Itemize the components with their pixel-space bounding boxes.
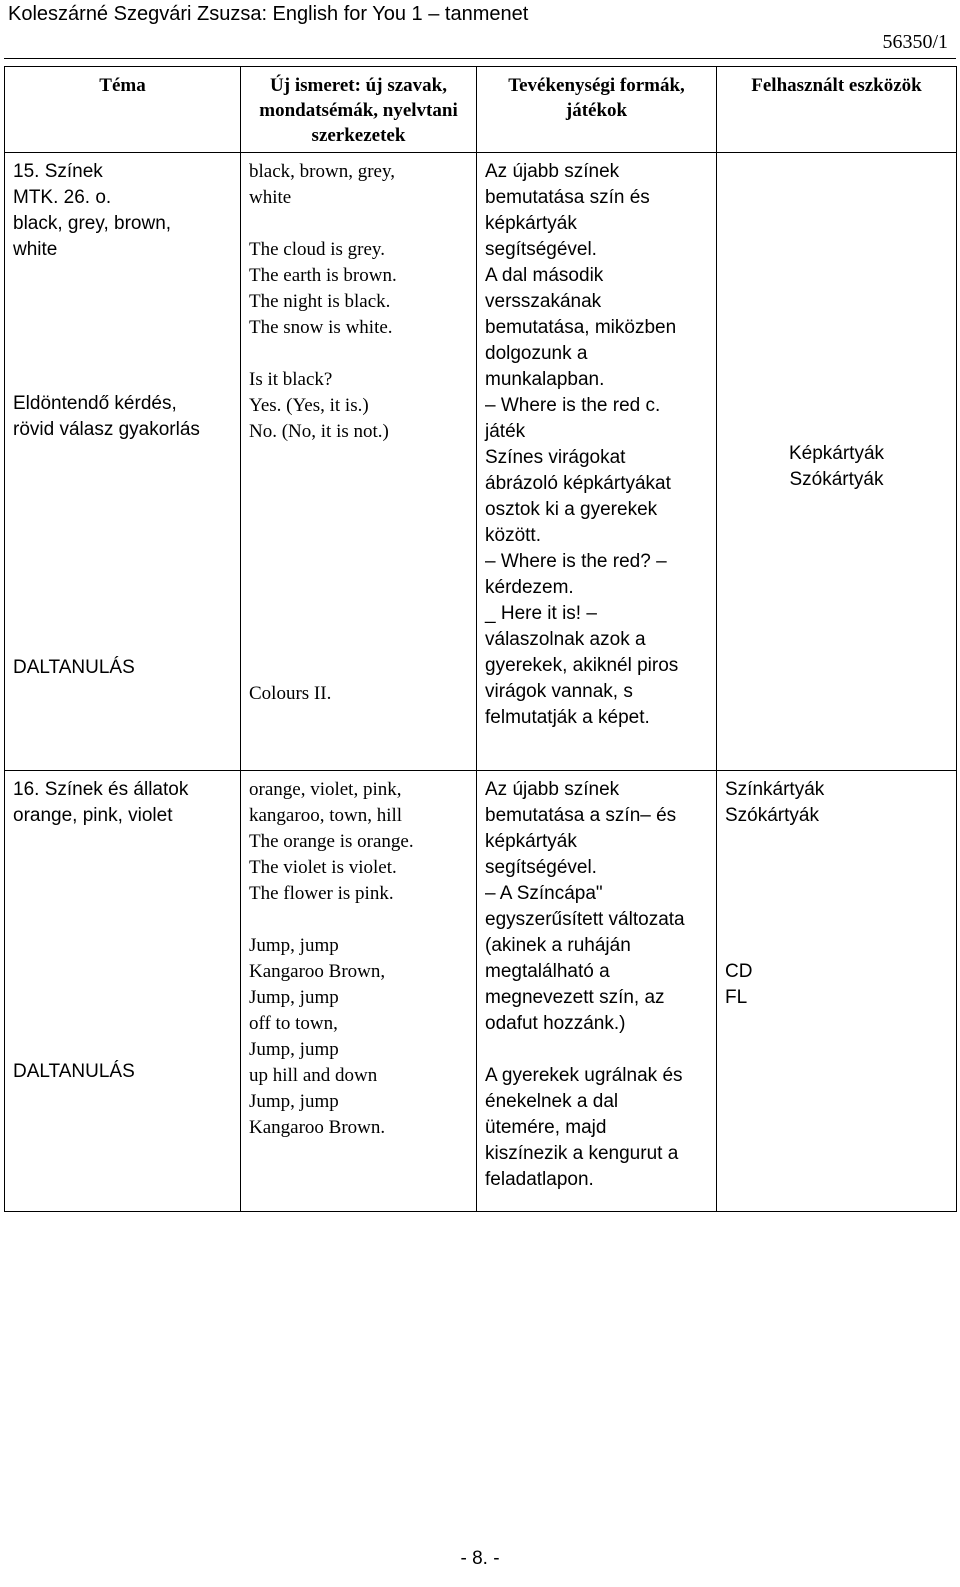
activity-line: segítségével.	[485, 857, 597, 878]
header-tools: Felhasznált eszközök	[717, 67, 957, 153]
activity-line: dolgozunk a	[485, 343, 588, 364]
topic-song-learning: DALTANULÁS	[13, 1061, 135, 1082]
topic-subtopic-line: Eldöntendő kérdés,	[13, 393, 177, 414]
document-code: 56350/1	[882, 31, 948, 53]
activity-line: virágok vannak, s	[485, 681, 633, 702]
sentence-line: The orange is orange.	[249, 831, 414, 852]
song-line: Kangaroo Brown.	[249, 1117, 386, 1138]
activity-line: között.	[485, 525, 541, 546]
activities-cell	[477, 153, 717, 771]
activity-line: gyerekek, akiknél piros	[485, 655, 679, 676]
table-header-row	[5, 67, 957, 153]
document-header-title: Koleszárné Szegvári Zsuzsa: English for You 1 – tanmenet	[8, 3, 529, 25]
topic-cell	[5, 771, 241, 1212]
activity-line: _ Here it is! –	[485, 603, 597, 624]
topic-subtopic-line: rövid válasz gyakorlás	[13, 419, 200, 440]
song-line: off to town,	[249, 1013, 338, 1034]
activity-line: válaszolnak azok a	[485, 629, 646, 650]
tool-item: Képkártyák	[788, 443, 885, 464]
tool-item: Színkártyák	[725, 779, 825, 800]
activities-cell	[477, 771, 717, 1212]
activity-line: Színes virágokat	[485, 447, 626, 468]
tool-item: FL	[725, 987, 748, 1008]
activity-line: osztok ki a gyerekek	[485, 499, 658, 520]
header-topic: Téma	[5, 67, 241, 153]
activity-line: bemutatása, miközben	[485, 317, 677, 338]
activity-line: énekelnek a dal	[485, 1091, 619, 1112]
activity-line: kérdezem.	[485, 577, 574, 598]
question-line: Is it black?	[249, 369, 333, 390]
activity-line: kiszínezik a kengurut a	[485, 1143, 679, 1164]
tool-item: Szókártyák	[789, 469, 884, 490]
tool-item: Szókártyák	[725, 805, 819, 826]
activity-line: Az újabb színek	[485, 161, 620, 182]
knowledge-cell	[241, 771, 477, 1212]
activity-line: munkalapban.	[485, 369, 605, 390]
topic-line: black, grey, brown,	[13, 213, 172, 234]
topic-cell	[5, 153, 241, 771]
sentence-line: The flower is pink.	[249, 883, 394, 904]
activity-line: – Where is the red? –	[485, 551, 667, 572]
activity-line: képkártyák	[485, 831, 577, 852]
activity-line: – Where is the red c.	[485, 395, 661, 416]
header-divider	[4, 58, 956, 59]
topic-line: 16. Színek és állatok	[13, 779, 189, 800]
activity-line: játék	[485, 421, 526, 442]
song-title: Colours II.	[249, 683, 332, 704]
vocab-line: white	[249, 187, 292, 208]
sentence-line: The snow is white.	[249, 317, 393, 338]
topic-song-learning: DALTANULÁS	[13, 657, 135, 678]
topic-line: orange, pink, violet	[13, 805, 173, 826]
table-row-colours-16	[5, 771, 957, 1212]
song-line: Jump, jump	[249, 1039, 339, 1060]
song-line: Kangaroo Brown,	[249, 961, 386, 982]
song-line: Jump, jump	[249, 935, 339, 956]
topic-line: white	[13, 239, 58, 260]
header-new-knowledge: Új ismeret: új szavak, mondatsémák, nyelvtani szerkezetek	[241, 67, 477, 153]
knowledge-cell	[241, 153, 477, 771]
tools-cell	[717, 153, 957, 771]
question-line: Yes. (Yes, it is.)	[249, 395, 369, 416]
activity-line: versszakának	[485, 291, 602, 312]
activity-line: – A Színcápa"	[485, 883, 603, 904]
topic-line: MTK. 26. o.	[13, 187, 112, 208]
activity-line: felmutatják a képet.	[485, 707, 650, 728]
activity-line: Az újabb színek	[485, 779, 620, 800]
activity-line: segítségével.	[485, 239, 597, 260]
activity-line: bemutatása a szín– és	[485, 805, 677, 826]
activity-line: képkártyák	[485, 213, 577, 234]
activity-line: odafut hozzánk.)	[485, 1013, 626, 1034]
song-line: up hill and down	[249, 1065, 378, 1086]
activity-line: bemutatása szín és	[485, 187, 650, 208]
vocab-line: orange, violet, pink,	[249, 779, 402, 800]
activity-line: (akinek a ruháján	[485, 935, 631, 956]
page-number: - 8. -	[460, 1548, 500, 1569]
activity-line: megnevezett szín, az	[485, 987, 665, 1008]
activity-line: egyszerűsített változata	[485, 909, 685, 930]
sentence-line: The cloud is grey.	[249, 239, 385, 260]
vocab-line: kangaroo, town, hill	[249, 805, 403, 826]
topic-line: 15. Színek	[13, 161, 103, 182]
sentence-line: The night is black.	[249, 291, 391, 312]
sentence-line: The violet is violet.	[249, 857, 397, 878]
sentence-line: The earth is brown.	[249, 265, 397, 286]
activity-line: A dal második	[485, 265, 604, 286]
activity-line: feladatlapon.	[485, 1169, 594, 1190]
question-line: No. (No, it is not.)	[249, 421, 389, 442]
activity-line: megtalálható a	[485, 961, 610, 982]
tools-cell	[717, 771, 957, 1212]
activity-line: ütemére, majd	[485, 1117, 607, 1138]
activity-line: ábrázoló képkártyákat	[485, 473, 671, 494]
tool-item: CD	[725, 961, 753, 982]
lesson-plan-table	[4, 66, 957, 1212]
header-activities: Tevékenységi formák, játékok	[477, 67, 717, 153]
vocab-line: black, brown, grey,	[249, 161, 395, 182]
song-line: Jump, jump	[249, 1091, 339, 1112]
song-line: Jump, jump	[249, 987, 339, 1008]
table-row-colours-15	[5, 153, 957, 771]
activity-line: A gyerekek ugrálnak és	[485, 1065, 683, 1086]
